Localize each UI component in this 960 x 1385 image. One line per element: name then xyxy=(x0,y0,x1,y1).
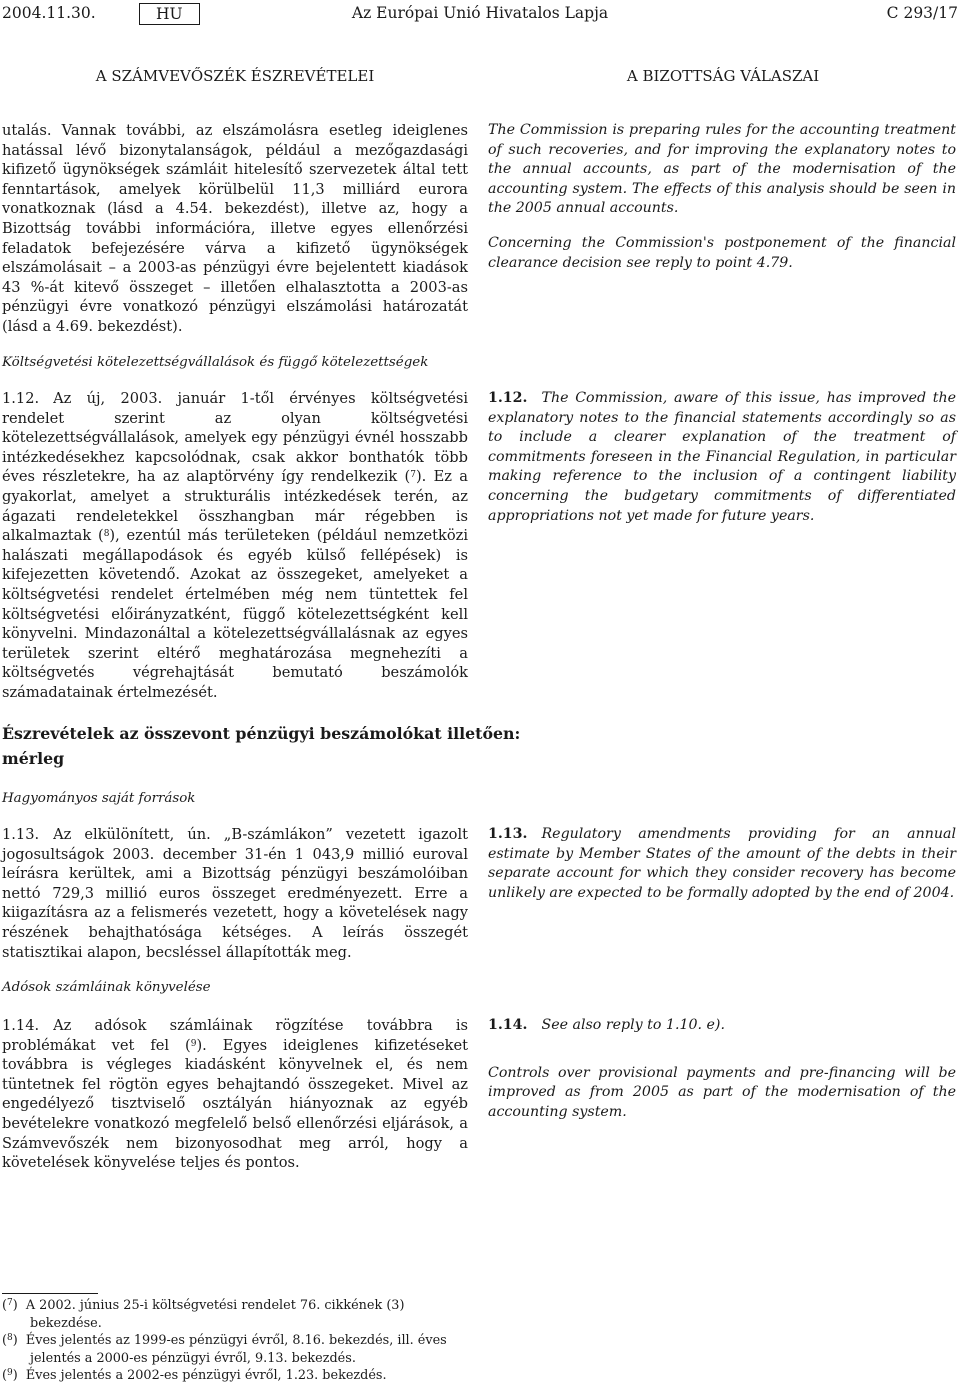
footnote-divider xyxy=(2,1293,98,1294)
page-header xyxy=(2,4,958,26)
paragraph-number: 1.13. xyxy=(2,826,40,843)
observation-continuation: utalás. Vannak további, az elszámolásra esetleg ideiglenes hatással lévő bizonytalanságok, például a mezőgazdasági kifizető ügynökségek számláit hitelesítő szervezetek által tett fenntartások, amelyek körülbelül 11,3 milliárd eurora vonatkoznak (lásd a 4.54. bekezdést), illetve az, hogy a Bizottság további információra, illetve egyes ellenőrzési feladatok befejezésére várva a kifizető ügynökségek elszámolásait – a 2003-as pénzügyi évre bejelentett kiadások 43 %-át kitevő összeget – illetően elhalasztotta a 2003-as pénzügyi évre vonatkozó pénzügyi elszámolási határozatát (lásd a 4.69. bekezdést). xyxy=(2,122,468,335)
journal-title: Az Európai Unió Hivatalos Lapja xyxy=(351,4,609,22)
reply-1-13: 1.13. Regulatory amendments providing for an annual estimate by Member States of the amount of the debts in their separate account for which they consider recovery has become unlikely are expected to be formally adopted by the end of 2004. xyxy=(488,826,956,901)
observation-1-13: 1.13. Az elkülönített, ún. „B-számlákon” vezetett igazolt jogosultságok 2003. december 31-én 1 043,9 millió euroval leírásra kerültek, ami a Bizottság pénzügyi beszámolóiban nettó 729,3 millió euros összeget eredményezett. Erre a kiigazításra az a felismerés vezetett, hogy a követelések nagy részének behajthatósága kétséges. A leírás összegét statisztikai alapon, becsléssel állapították meg. xyxy=(2,826,468,961)
observation-1-12: 1.12. Az új, 2003. január 1-től érvényes költségvetési rendelet szerint az olyan költségvetési kötelezettségvállalások, amelyek egy pénzügyi évnél hosszabb intézkedésekhez kapcsolódnak, csak akkor bonthatók több éves részletekre, ha az alaptörvény így rendelkezik ($^7$). Ez a gyakorlat, amelyet a strukturális intézkedések terén, az ágazati rendeletekkel összhangban már régebben is alkalmaztak ($^8$), ezentúl más területeken (például nemzetközi halászati megállapodások és egyéb külső fellépések) is kifejezetten követendő. Azokat az összegeket, amelyeket a költségvetési rendelet értelmében még nem tüntettek fel költségvetési előirányzatként, függő kötelezettségként kell könyvelni. Mindazonáltal a kötelezettségvállalásnak az egyes területek szerint eltérő meghatározása megnehezíti a költségvetés végrehajtását bemutató beszámolók számadatainak értelmezését. xyxy=(2,390,468,701)
footnote: ($^7$) A 2002. június 25-i költségvetési rendelet 76. cikkének (3) bekezdése. xyxy=(2,1298,405,1331)
reply-1-14: 1.14. See also reply to 1.10. e). Controls over provisional payments and pre-financing will be improved as from 2005 as part of the modernisation of the accounting system. xyxy=(488,1016,956,1122)
reply-1-12: 1.12. The Commission, aware of this issue, has improved the explanatory notes to the financial statements accordingly so as to include a clearer explanation of the treatment of commitments foreseen in the Financial Regulation, in particular making reference to the inclusion of a contingent liability concerning the budgetary commitments of differentiated appropriations not yet made for future years. xyxy=(488,390,956,524)
reply-paragraph: Concerning the Commission's postponement of the financial clearance decision see reply to point 4.79. xyxy=(488,234,956,271)
footnote-ref: 9 xyxy=(190,1038,197,1049)
subheading-commitments: Költségvetési kötelezettségvállalások és függő kötelezettségek xyxy=(2,355,429,370)
language-badge: HU xyxy=(139,3,200,25)
footnotes xyxy=(2,1297,472,1385)
reply-paragraph: Controls over provisional payments and pre-financing will be improved as from 2005 as part of the modernisation of the accounting system. xyxy=(488,1064,956,1120)
issue-number: C 293/17 xyxy=(886,4,958,22)
section-title: Észrevételek az összevont pénzügyi beszámolókat illetően: mérleg xyxy=(2,724,521,768)
subheading-debtors: Adósok számláinak könyvelése xyxy=(2,980,211,995)
subheading-own-resources: Hagyományos saját források xyxy=(2,791,196,806)
left-column-title: A SZÁMVEVŐSZÉK ÉSZREVÉTELEI xyxy=(95,67,375,85)
paragraph-number: 1.13. xyxy=(488,826,528,842)
reply-paragraph: The Commission is preparing rules for the accounting treatment of such recoveries, and for improving the explanatory notes to the annual accounts, as part of the modernisation of the accounting system. The effects of this analysis should be seen in the 2005 annual accounts. xyxy=(488,122,956,217)
reply-block-1 xyxy=(488,121,956,273)
paragraph-number: 1.14. xyxy=(488,1017,528,1033)
observation-1-14: 1.14. Az adósok számláinak rögzítése továbbra is problémákat vet fel ($^9$). Egyes ideiglenes kifizetéseket továbbra is végleges kiadásként könyvelnek el, és nem tüntetnek fel rögtön egyes behajtandó összegeket. Mivel az engedélyező tisztviselő osztályán hiányoznak az egyéb bevételekre vonatkozó megfelelő belső ellenőrzési eljárások, a Számvevőszék nem bizonyosodhat meg arról, hogy a követelések könyvelése teljes és pontos. xyxy=(2,1017,469,1172)
footnote: ($^9$) Éves jelentés a 2002-es pénzügyi évről, 1.23. bekezdés. xyxy=(2,1368,387,1384)
paragraph-number: 1.12. xyxy=(488,390,528,406)
publication-date: 2004.11.30. xyxy=(2,4,96,22)
footnote: ($^8$) Éves jelentés az 1999-es pénzügyi évről, 8.16. bekezdés, ill. éves jelentés a 2000-es pénzügyi évről, 9.13. bekezdés. xyxy=(2,1333,447,1366)
footnote-ref: 8 xyxy=(103,529,110,540)
paragraph-number: 1.14. xyxy=(2,1017,40,1034)
footnote-ref: 7 xyxy=(410,470,416,481)
right-column-title: A BIZOTTSÁG VÁLASZAI xyxy=(626,67,820,85)
paragraph-number: 1.12. xyxy=(2,390,40,407)
